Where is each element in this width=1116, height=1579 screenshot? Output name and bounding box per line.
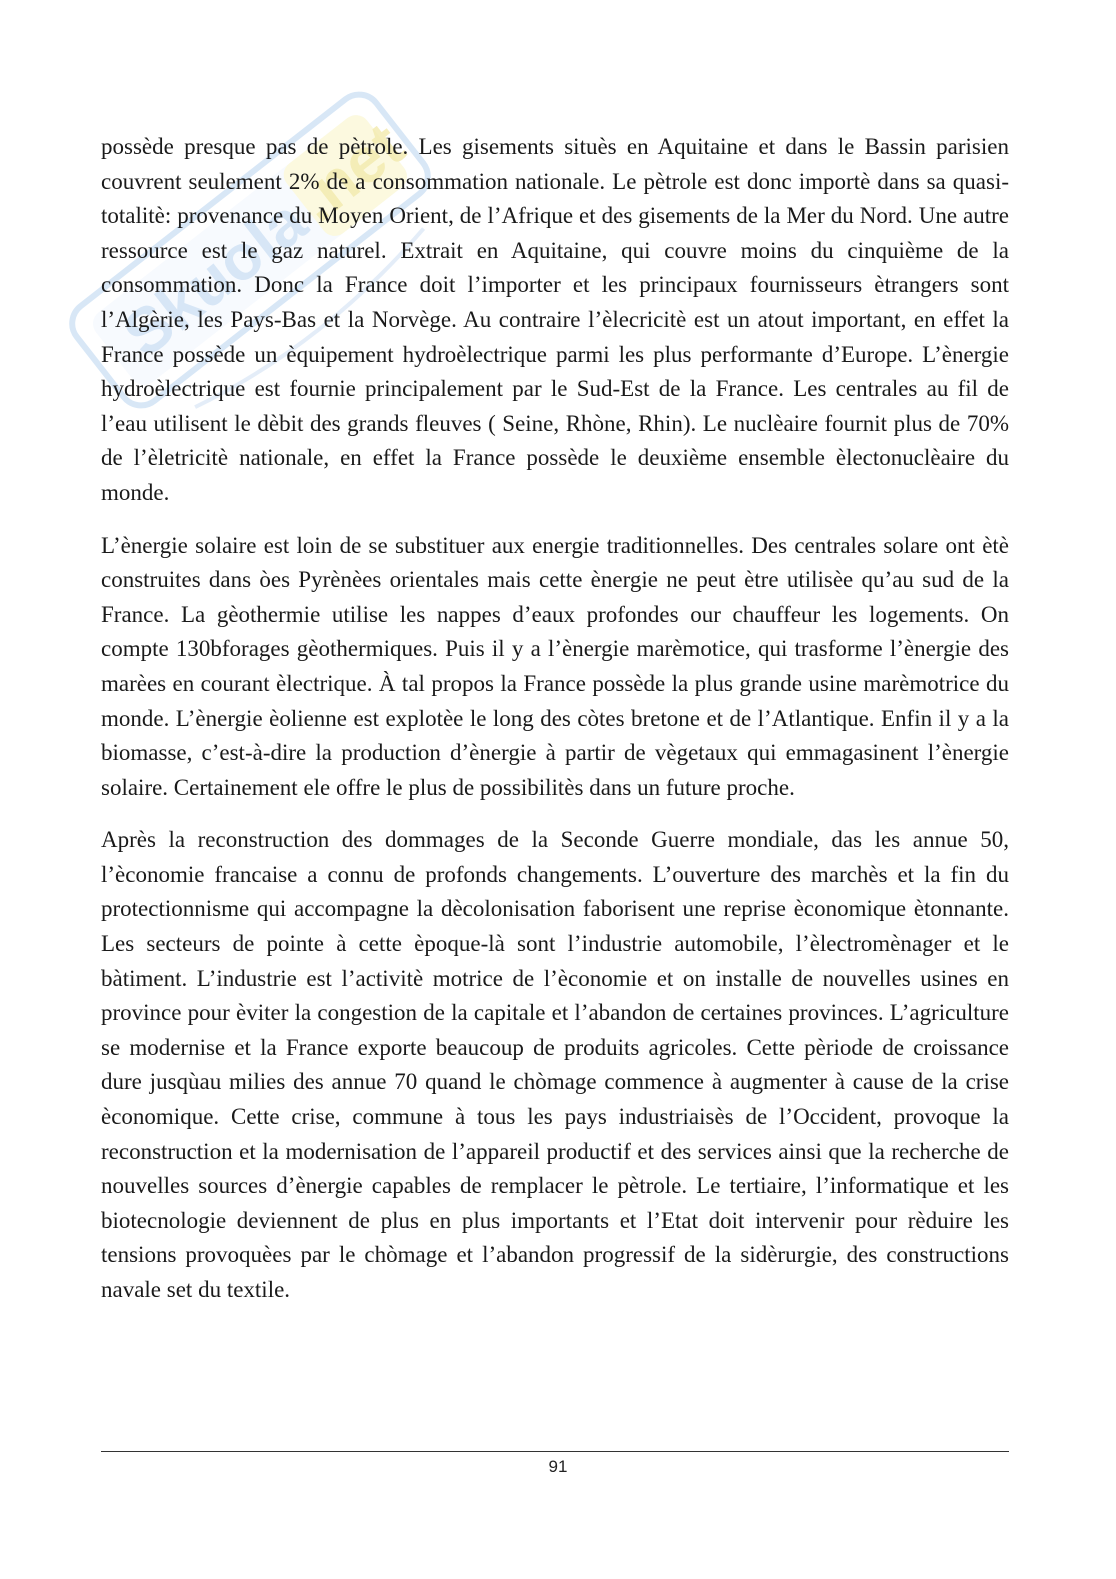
page-number: 91 — [548, 1457, 568, 1476]
footer-divider — [101, 1451, 1009, 1452]
paragraph-energy-resources: possède presque pas de pètrole. Les gisements situès en Aquitaine et dans le Bassin parisien couvrent seulement 2% de a consommation nationale. Le pètrole est donc importè dans sa quasi-totalitè: provenance du Moyen Orient, de l’Afrique et des gisements de la Mer du Nord. Une autre ressource est le gaz naturel. Extrait en Aquitaine, qui couvre moins du cinquième de la consommation. Donc la France doit l’importer et les principaux fournisseurs ètrangers sont l’Algèrie, les Pays-Bas et la Norvège. Au contraire l’èlecricitè est un atout important, en effet la France possède un èquipement hydroèlectrique parmi les plus performante d’Europe. L’ènergie hydroèlectrique est fournie principalement par le Sud-Est de la France. Les centrales au fil de l’eau utilisent le dèbit des grands fleuves ( Seine, Rhòne, Rhin). Le nuclèaire fournit plus de 70% de l’èletricitè nationale, en effet la France possède le deuxième ensemble èlectonuclèaire du monde. — [101, 134, 1009, 505]
svg-text:.net: .net — [282, 108, 417, 236]
paragraph-renewable-energy: L’ènergie solaire est loin de se substituer aux energie traditionnelles. Des centrales solare ont ètè construites dans òes Pyrènèes orientales mais cette ènergie ne peut ètre utilisèe qu’au sud de la France. La gèothermie utilise les nappes d’eaux profondes our chauffeur les logements. On compte 130bforages gèothermiques. Puis il y a l’ènergie marèmotice, qui trasforme l’ènergie des marèes en courant èlectrique. À tal propos la France possède la plus grande usine marèmotrice du monde. L’ènergie èolienne est explotèe le long des còtes bretone et de l’Atlantique. Enfin il y a la biomasse, c’est-à-dire la production d’ènergie à partir de vègetaux qui emmagasinent l’ènergie solaire. Certainement ele offre le plus de possibilitès dans un future proche. — [101, 532, 1009, 800]
svg-text:Skuola: Skuola — [109, 184, 320, 371]
document-body — [101, 130, 1009, 1326]
paragraph-postwar-economy: Après la reconstruction des dommages de la Seconde Guerre mondiale, das les annue 50, l’èconomie francaise a connu de profonds changements. L’ouverture des marchès et la fin du protectionnisme qui accompagne la dècolonisation faborisent une reprise èconomique ètonnante. Les secteurs de pointe à cette èpoque-là sont l’industrie automobile, l’èlectromènager et le bàtiment. L’industrie est l’activitè motrice de l’èconomie et on installe de nouvelles usines en province pour èviter la congestion de la capitale et l’abandon de certaines provinces. L’agriculture se modernise et la France exporte beaucoup de produits agricoles. Cette pèriode de croissance dure jusqùau milies des annue 70 quand le chòmage commence à augmenter à cause de la crise èconomique. Cette crise, commune à tous les pays industriaisès de l’Occident, provoque la reconstruction et la modernisation de l’appareil productif et des services ainsi que la recherche de nouvelles sources d’ènergie capables de remplacer le pètrole. Le tertiaire, l’informatique et les biotecnologie deviennent de plus en plus importants et l’Etat doit intervenir pour rèduire les tensions provoquèes par le chòmage et l’abandon progressif de la sidèrurgie, des constructions navale set du textile. — [101, 827, 1009, 1302]
